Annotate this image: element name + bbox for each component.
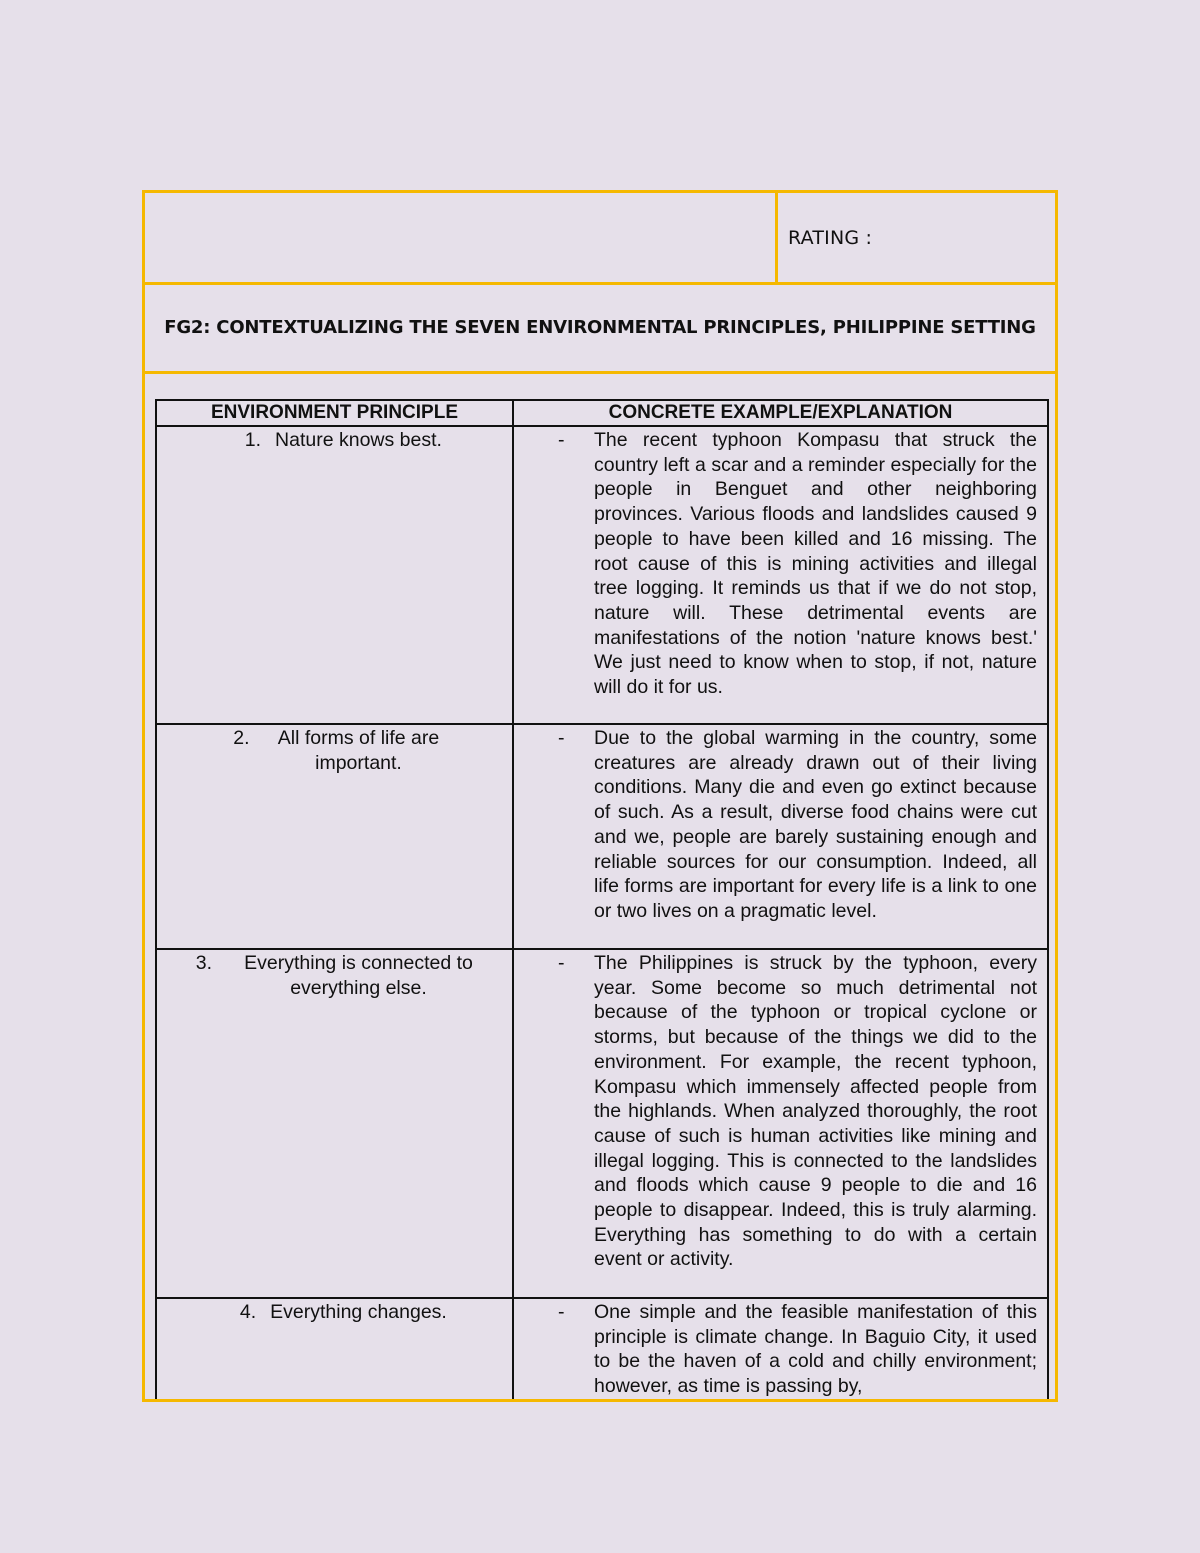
bullet-dash: - — [558, 1301, 565, 1323]
rating-label: RATING : — [788, 227, 873, 249]
principles-table-container — [155, 399, 1049, 1401]
name-field[interactable] — [145, 193, 778, 282]
principle-number: 3. — [195, 952, 212, 974]
title-row — [145, 285, 1055, 374]
principle-text: Everything changes. — [270, 1301, 447, 1323]
principle-text: All forms of life are important. — [277, 727, 440, 774]
table-row — [156, 724, 1048, 949]
principle-cell — [156, 1298, 513, 1400]
example-cell — [513, 1298, 1048, 1400]
table-row — [156, 426, 1048, 724]
principle-number: 1. — [244, 429, 262, 451]
example-text: The Philippines is struck by the typhoon, every year. Some become so much detrimental not because of the typhoon or tropical cyclone or storms, but because of the things we did to the environment. For example, the recent typhoon, Kompasu which immensely affected people from the highlands. When analyzed thoroughly, the root cause of such is human activities like mining and illegal logging. This is connected to the landslides and floods which cause 9 people to die and 16 people to disappear. Indeed, this is truly alarming. Everything has something to do with a certain event or activity. — [594, 952, 1037, 1271]
principle-number: 2. — [233, 727, 250, 749]
bullet-dash: - — [558, 727, 565, 749]
example-text: The recent typhoon Kompasu that struck the country left a scar and a reminder especially for the people in Benguet and other neighboring provinces. Various floods and landslides caused 9 people to have been killed and 16 missing. The root cause of this is mining activities and illegal tree logging. It reminds us that if we do not stop, nature will. These detrimental events are manifestations of the notion 'nature knows best.' We just need to know when to stop, if not, nature will do it for us. — [594, 429, 1037, 699]
header-row — [145, 193, 1055, 285]
principles-table — [155, 399, 1049, 1401]
column-header-example: CONCRETE EXAMPLE/EXPLANATION — [513, 400, 1048, 426]
example-cell — [513, 949, 1048, 1298]
bullet-dash: - — [558, 429, 565, 451]
column-header-principle: ENVIRONMENT PRINCIPLE — [156, 400, 513, 426]
table-header-row — [156, 400, 1048, 426]
table-row — [156, 949, 1048, 1298]
principle-text: Everything is connected to everything else. — [244, 952, 473, 999]
worksheet-frame — [142, 190, 1058, 1402]
principle-text: Nature knows best. — [275, 429, 442, 451]
principle-number: 4. — [239, 1301, 257, 1323]
bullet-dash: - — [558, 952, 565, 974]
example-cell — [513, 724, 1048, 949]
example-cell — [513, 426, 1048, 724]
worksheet-title: FG2: CONTEXTUALIZING THE SEVEN ENVIRONMENTAL PRINCIPLES, PHILIPPINE SETTING — [164, 317, 1036, 338]
principle-cell — [156, 426, 513, 724]
principle-cell — [156, 724, 513, 949]
principle-cell — [156, 949, 513, 1298]
table-row — [156, 1298, 1048, 1400]
example-text: Due to the global warming in the country, some creatures are already drawn out of their living conditions. Many die and even go extinct because of such. As a result, diverse food chains were cut and we, people are barely sustaining enough and reliable sources for our consumption. Indeed, all life forms are important for every life is a link to one or two lives on a pragmatic level. — [594, 727, 1037, 922]
example-text: One simple and the feasible manifestation of this principle is climate change. In Baguio City, it used to be the haven of a cold and chilly environment; however, as time is passing by, — [594, 1301, 1037, 1398]
